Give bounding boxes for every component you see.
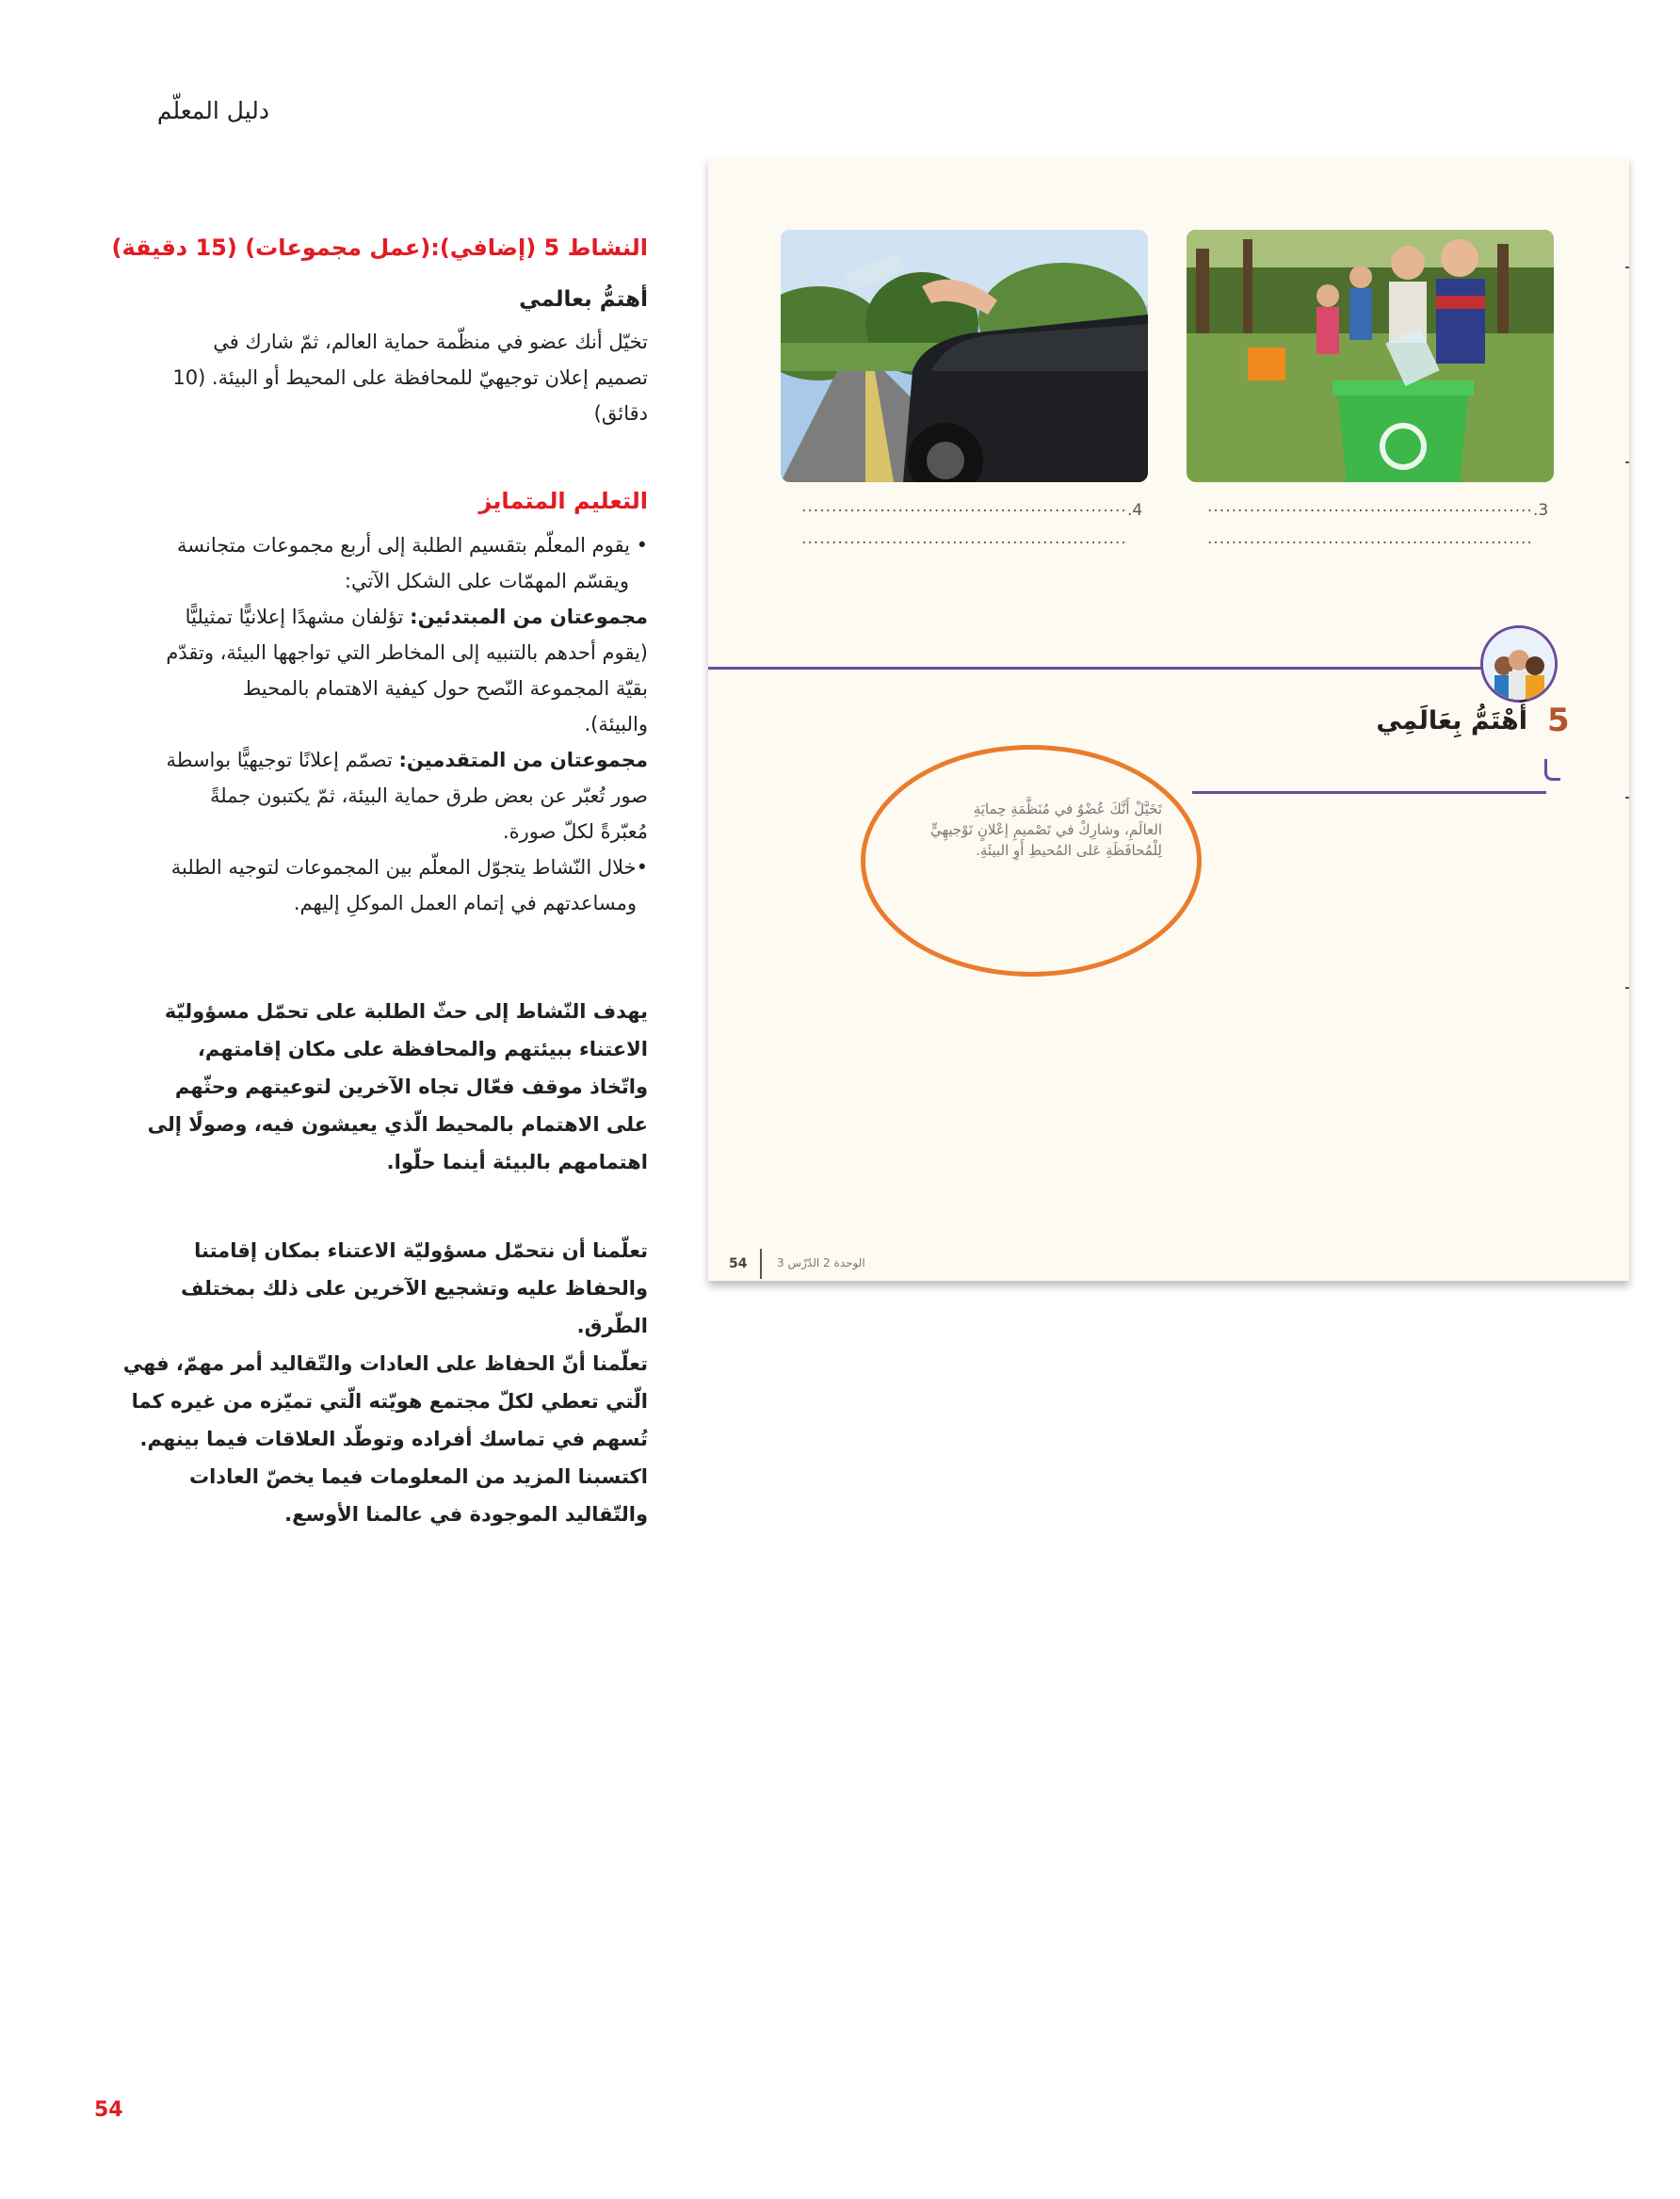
section-bracket	[1544, 759, 1560, 781]
footer-separator	[760, 1249, 762, 1279]
edge-mark	[1625, 267, 1629, 268]
recycling-photo	[1187, 230, 1554, 482]
page-number: 54	[94, 2098, 123, 2122]
edge-mark	[1625, 797, 1629, 799]
book-footer-text: الوحدة 2 الدّرْس 3	[777, 1256, 865, 1269]
item-3-answer-line-2[interactable]: ......................................................	[1207, 529, 1533, 548]
car-photo	[781, 230, 1148, 482]
item-4-number: .4	[1127, 501, 1143, 520]
edge-mark	[1625, 987, 1629, 989]
beginners-line: مجموعتان من المبتدئين: تؤلفان مشهدًا إعلانيًّا تمثيليًّا	[185, 606, 648, 628]
section-divider-top	[708, 667, 1546, 670]
student-book-page	[708, 156, 1629, 1281]
goal-paragraph: يهدف النّشاط إلى حثّ الطلبة على تحمّل مسؤوليّة الاعتناء ببيئتهم والمحافظة على مكان إقامتهم، واتّخاذ موقف فعّال تجاه الآخرين لتوعيتهم وحثّهم على الاهتمام بالمحيط الّذي يعيشون فيه، وصولًا إلى اهتمامهم بالبيئة أينما حلّوا.	[147, 1000, 648, 1173]
item-4-answer-line-1[interactable]: ......................................................	[801, 497, 1127, 516]
item-3-answer-line-1[interactable]: ......................................................	[1207, 497, 1533, 516]
people-icon	[1480, 625, 1558, 703]
item-4-answer-line-2[interactable]: ......................................................	[801, 529, 1127, 548]
edge-mark	[1625, 461, 1629, 463]
diff-heading: التعليم المتمايز	[478, 488, 648, 514]
item-3-number: .3	[1533, 501, 1549, 520]
book-page-number: 54	[729, 1256, 748, 1271]
guide-title: دليل المعلّم	[156, 97, 269, 124]
activity-title: النشاط 5 (إضافي):(عمل مجموعات) (15 دقيقة)	[111, 234, 648, 261]
diff-body: • يقوم المعلّم بتقسيم الطلبة إلى أربع مجموعات متجانسة ويقسّم المهمّات على الشكل الآتي: مجموعتان من المبتدئين: تؤلفان مشهدًا إعلانيًّا تمثيليًّا (يقوم أحدهم بالتنبيه إلى المخاطر التي تواجهها البيئة، وتقدّم بقيّة المجموعة النّصح حول كيفية الاهتمام بالمحيط والبيئة). مجموعتان من المتقدمين: تصمّم إعلانًا توجيهيًّا بواسطة صور تُعبّر عن بعض طرق حماية البيئة، ثمّ يكتبون جملةً مُعبّرةً لكلّ صورة. •خلال النّشاط يتجوّل المعلّم بين المجموعات لتوجيه الطلبة ومساعدتهم في إتمام العمل الموكلِ إليهم.	[102, 527, 648, 921]
prompt-text: تَخَيَّلْ أَنَّكَ عُضْوٌ في مُنَظَّمَةِ حِمايَةِ العالَمِ، وشارِكْ في تَصْميمِ إعْلانٍ تَوْجيهِيٍّ لِلْمُحافَظَةِ عَلى المُحيطِ أَوِ البيئَةِ.	[929, 800, 1162, 859]
care-paragraph: تخيّل أنك عضو في منظّمة حماية العالم، ثمّ شارك في تصميم إعلان توجيهيّ للمحافظة على المحيط أو البيئة. (10 دقائق)	[172, 331, 648, 425]
section-divider-bottom	[1192, 791, 1546, 794]
prompt-oval	[861, 745, 1202, 977]
section-title: أَهْتَمُّ بِعَالَمِي	[1376, 706, 1527, 736]
section-number: 5	[1547, 702, 1570, 739]
care-heading: أهتمُّ بعالمي	[519, 287, 648, 312]
learned-paragraph: تعلّمنا أن نتحمّل مسؤوليّة الاعتناء بمكان إقامتنا والحفاظ عليه وتشجيع الآخرين على ذلك بمختلف الطّرق. تعلّمنا أنّ الحفاظ على العادات والتّقاليد أمر مهمّ، فهي الّتي تعطي لكلّ مجتمع هويّته الّتي تميّزه من غيره كما تُسهم في تماسك أفراده وتوطّد العلاقات فيما بينهم. اكتسبنا المزيد من المعلومات فيما يخصّ العادات والتّقاليد الموجودة في عالمنا الأوسع.	[122, 1239, 648, 1526]
advanced-line: مجموعتان من المتقدمين: تصمّم إعلانًا توجيهيًّا بواسطة	[166, 749, 648, 771]
